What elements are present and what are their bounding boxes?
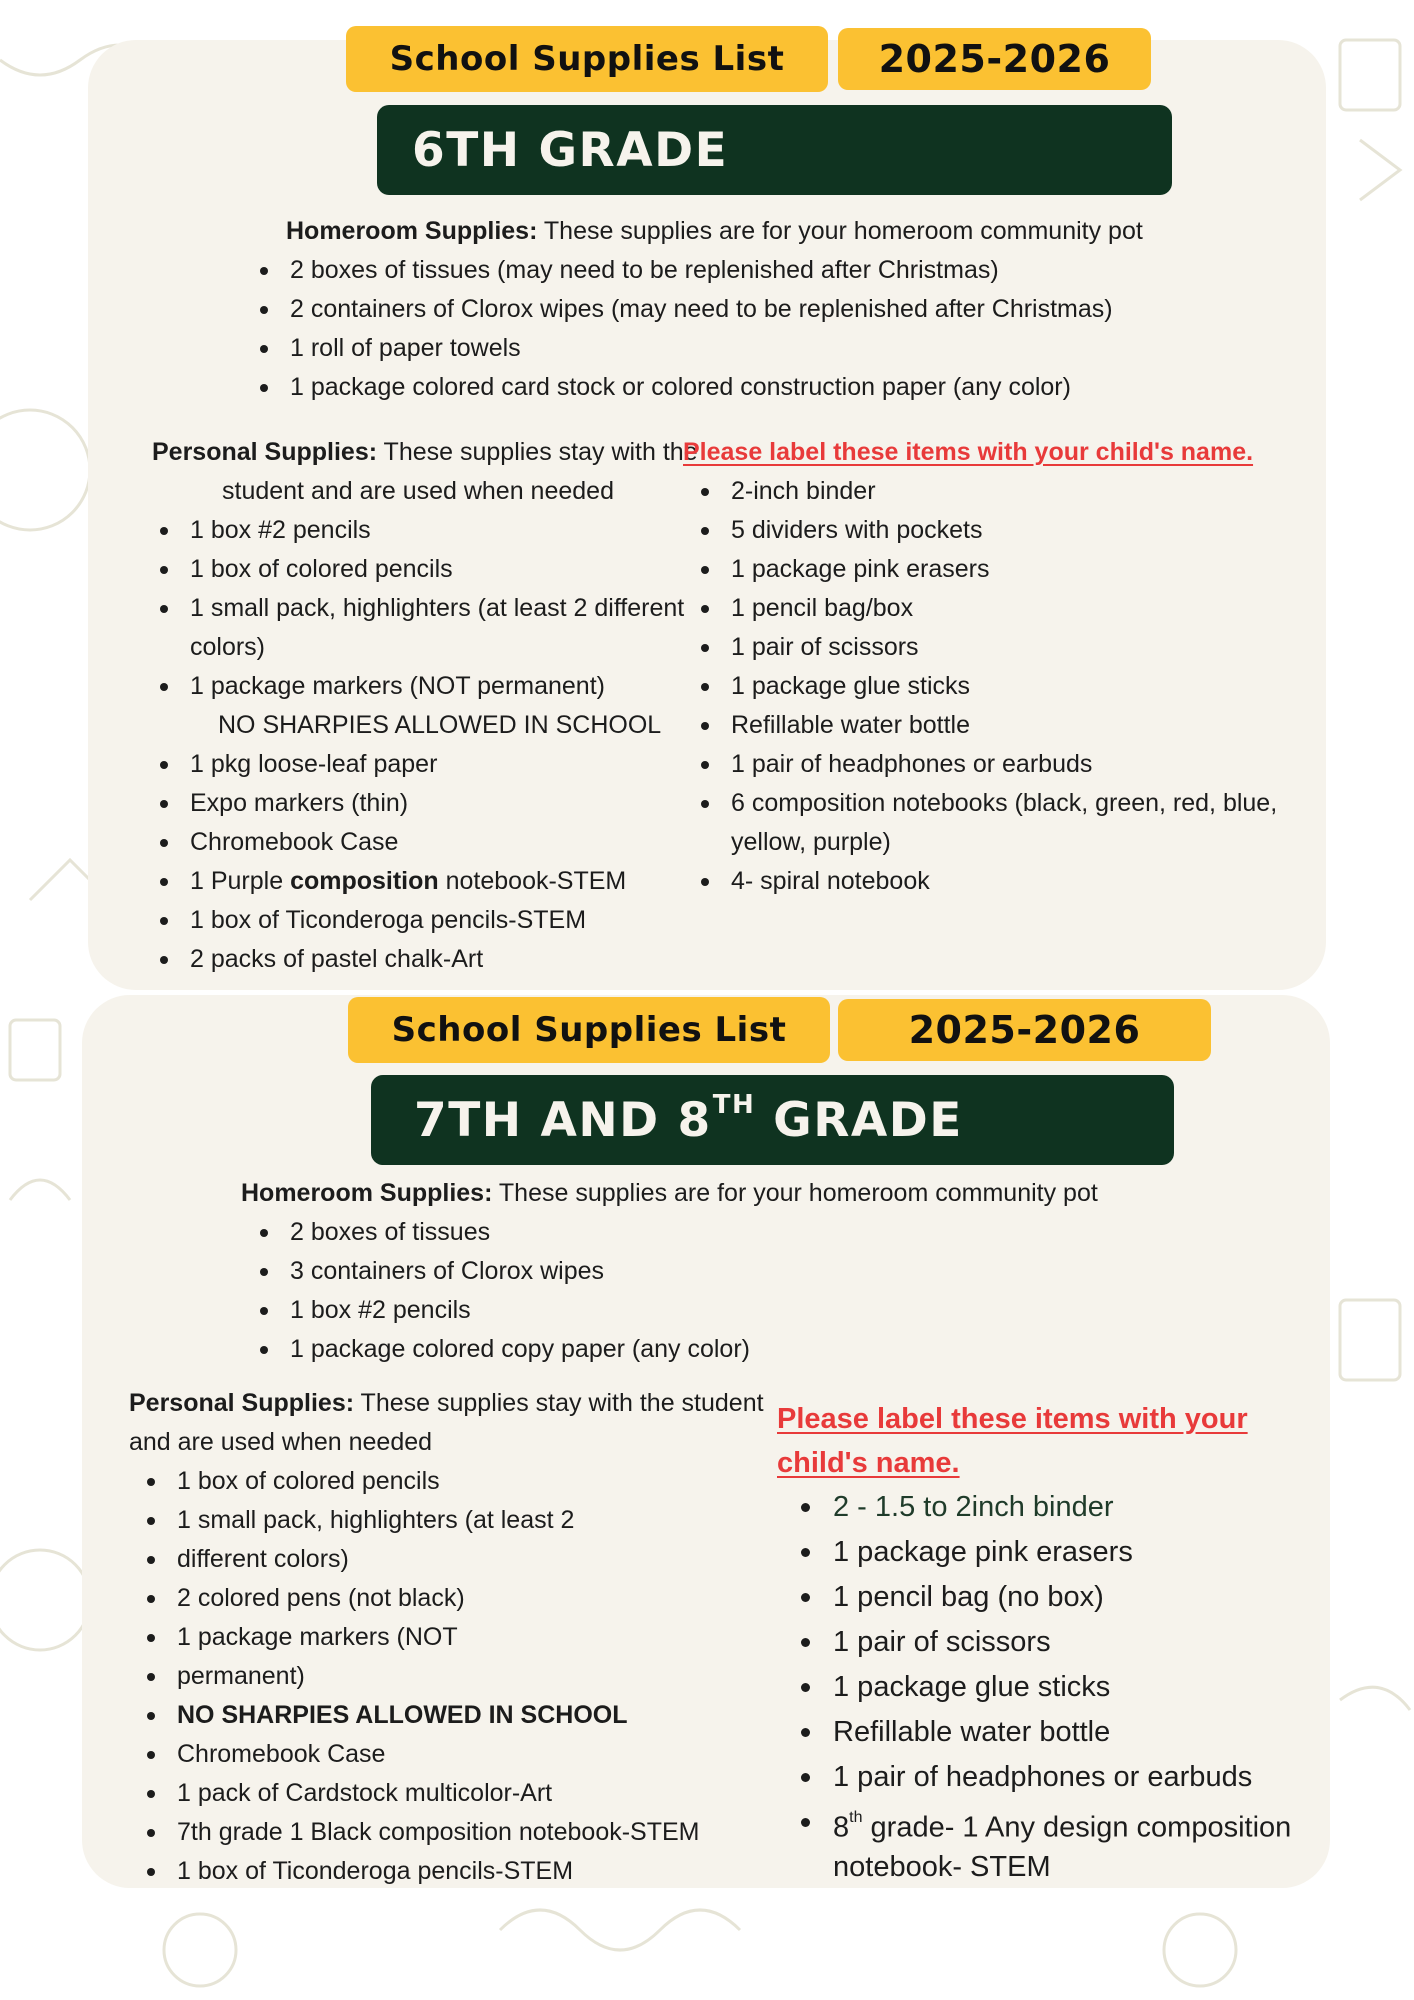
list-item: 3 containers of Clorox wipes [290, 1252, 604, 1291]
list-item-continued: colors) [190, 633, 266, 661]
grade-banner-part: 7TH AND 8 [414, 1092, 712, 1148]
list-item: 1 box of Ticonderoga pencils-STEM [190, 901, 586, 940]
list-item: 1 pkg loose-leaf paper [190, 745, 437, 784]
grade-banner [371, 1075, 1174, 1165]
list-item: 2 containers of Clorox wipes (may need to be replenished after Christmas) [290, 290, 1113, 329]
list-item: 1 box of Ticonderoga pencils-STEM [177, 1852, 573, 1891]
list-item: Chromebook Case [190, 823, 398, 862]
list-item: 2 colored pens (not black) [177, 1579, 465, 1618]
label-note-line2: child's name. [777, 1447, 960, 1479]
list-item: 5 dividers with pockets [731, 511, 983, 550]
personal-label: Personal Supplies: [129, 1389, 355, 1417]
list-item: 1 package pink erasers [833, 1530, 1133, 1574]
list-item: 1 package glue sticks [833, 1665, 1110, 1709]
item-superscript: th [849, 1809, 863, 1826]
list-item: 7th grade 1 Black composition notebook-STEM [177, 1813, 700, 1852]
personal-heading [129, 1384, 764, 1423]
list-item: 1 package markers (NOT [177, 1618, 458, 1657]
list-item: 1 package glue sticks [731, 667, 970, 706]
personal-label: Personal Supplies: [152, 438, 378, 466]
year-pill: 2025-2026 [838, 28, 1151, 90]
title-pill: School Supplies List [348, 997, 830, 1063]
no-sharpies-note: NO SHARPIES ALLOWED IN SCHOOL [218, 711, 662, 739]
list-item: 1 pair of scissors [731, 628, 919, 667]
item-text: 1 Purple [190, 867, 291, 895]
year-pill: 2025-2026 [838, 999, 1211, 1061]
personal-desc-line2: and are used when needed [129, 1428, 433, 1456]
grade-banner-suffix: TH [712, 1089, 756, 1120]
item-text: grade- 1 Any design composition [862, 1811, 1292, 1844]
personal-desc-line2: student and are used when needed [222, 477, 614, 505]
homeroom-label: Homeroom Supplies: [286, 217, 538, 245]
list-item: 1 package markers (NOT permanent) [190, 667, 605, 706]
personal-desc: These supplies stay with the student [354, 1389, 764, 1417]
list-item: 1 box #2 pencils [190, 511, 371, 550]
item-text: notebook-STEM [438, 867, 627, 895]
list-item [833, 1800, 1291, 1850]
list-item: permanent) [177, 1657, 305, 1696]
item-emphasis: composition [290, 867, 439, 895]
homeroom-heading [286, 212, 1143, 251]
list-item: 1 pack of Cardstock multicolor-Art [177, 1774, 552, 1813]
list-item: 6 composition notebooks (black, green, red, blue, [731, 784, 1277, 823]
list-item-continued: notebook- STEM [833, 1851, 1051, 1883]
homeroom-desc: These supplies are for your homeroom community pot [537, 217, 1143, 245]
list-item: 1 small pack, highlighters (at least 2 different [190, 589, 684, 628]
title-pill: School Supplies List [346, 26, 828, 92]
homeroom-label: Homeroom Supplies: [241, 1179, 493, 1207]
list-item: 2 boxes of tissues [290, 1213, 490, 1252]
list-item: Expo markers (thin) [190, 784, 408, 823]
list-item-continued: yellow, purple) [731, 828, 891, 856]
list-item: 1 box #2 pencils [290, 1291, 471, 1330]
list-item: 1 pair of headphones or earbuds [731, 745, 1092, 784]
grade-banner-text [414, 1089, 963, 1148]
no-sharpies-note [177, 1696, 627, 1735]
list-item: 1 package colored card stock or colored construction paper (any color) [290, 368, 1071, 407]
list-item: 1 pencil bag (no box) [833, 1575, 1104, 1619]
list-item: 1 pair of headphones or earbuds [833, 1755, 1252, 1799]
list-item: Refillable water bottle [731, 706, 970, 745]
list-item: 1 pair of scissors [833, 1620, 1051, 1664]
list-item: 1 pencil bag/box [731, 589, 913, 628]
label-note: Please label these items with your [777, 1403, 1248, 1435]
item-text: 8 [833, 1811, 850, 1844]
list-item: Refillable water bottle [833, 1710, 1110, 1754]
list-item: 2-inch binder [731, 472, 876, 511]
label-note: Please label these items with your child's name. [683, 438, 1254, 466]
personal-heading [152, 433, 698, 472]
list-item: 4- spiral notebook [731, 862, 930, 901]
grade-banner [377, 105, 1172, 195]
list-item: 1 package pink erasers [731, 550, 989, 589]
list-item [190, 862, 626, 901]
list-item: 1 roll of paper towels [290, 329, 521, 368]
list-item: 2 - 1.5 to 2inch binder [833, 1485, 1114, 1529]
list-item: Chromebook Case [177, 1735, 385, 1774]
list-item: 2 boxes of tissues (may need to be replenished after Christmas) [290, 251, 999, 290]
grade-banner-part: GRADE [755, 1092, 963, 1148]
no-sharpies-text: NO SHARPIES ALLOWED IN SCHOOL [177, 1701, 628, 1729]
personal-desc: These supplies stay with the [377, 438, 698, 466]
list-item: 1 package colored copy paper (any color) [290, 1330, 750, 1369]
grade-banner-text: 6TH GRADE [412, 122, 729, 178]
homeroom-heading [241, 1174, 1098, 1213]
list-item: 1 small pack, highlighters (at least 2 [177, 1501, 574, 1540]
list-item: different colors) [177, 1540, 349, 1579]
list-item: 1 box of colored pencils [177, 1462, 440, 1501]
list-item: 2 packs of pastel chalk-Art [190, 940, 483, 979]
homeroom-desc: These supplies are for your homeroom community pot [492, 1179, 1098, 1207]
list-item: 1 box of colored pencils [190, 550, 453, 589]
